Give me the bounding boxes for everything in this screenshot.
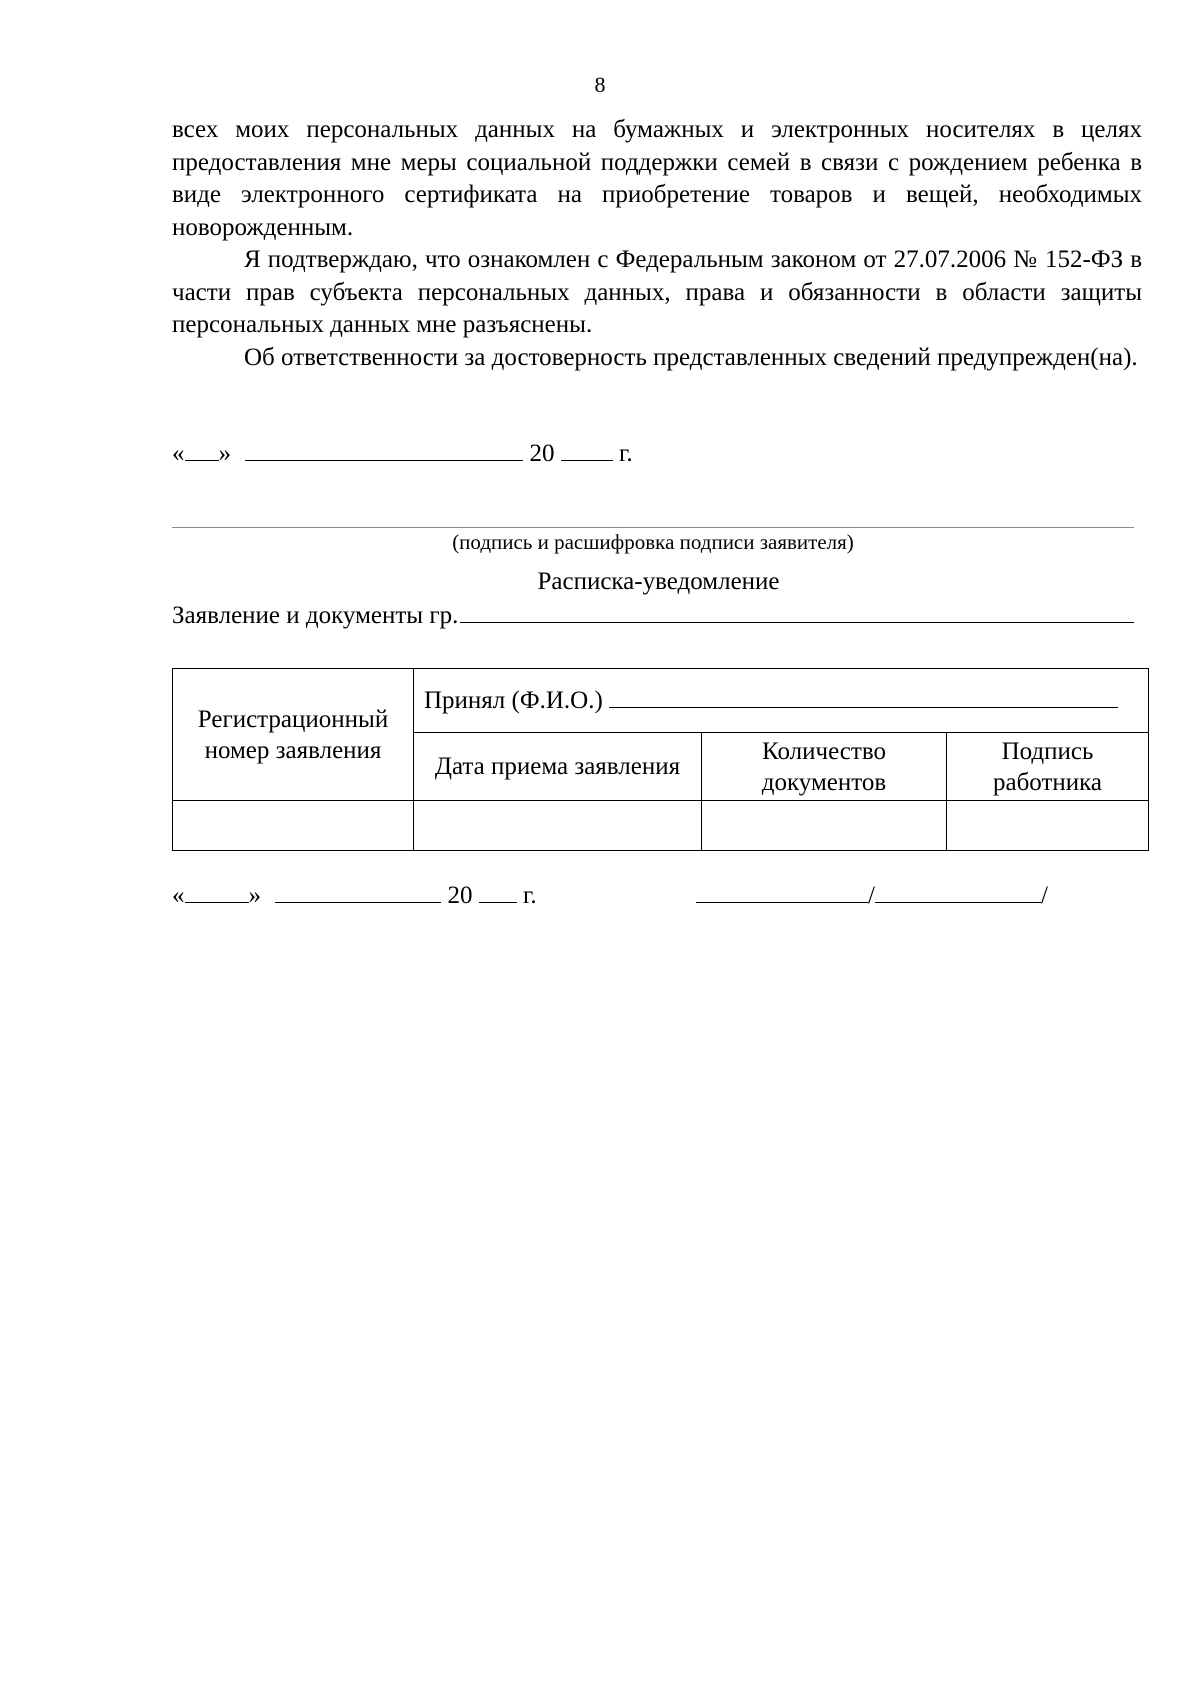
employee-name-blank bbox=[875, 880, 1041, 903]
signature-value bbox=[947, 801, 1149, 851]
open-quote: « bbox=[172, 440, 185, 467]
accepted-by-cell bbox=[414, 669, 1149, 733]
close-quote: » bbox=[248, 882, 261, 909]
accepted-name-blank bbox=[609, 685, 1118, 708]
signature-line bbox=[172, 527, 1134, 528]
receipt-table bbox=[172, 668, 1149, 851]
reg-number-value bbox=[173, 801, 414, 851]
month-blank bbox=[275, 880, 441, 903]
slash-separator: / bbox=[1040, 882, 1048, 909]
year-prefix: 20 bbox=[529, 440, 555, 467]
page-number: 8 bbox=[594, 72, 606, 97]
paragraph-consent: всех моих персональных данных на бумажных и электронных носителях в целях предоставления мне меры социальной поддержки семей в связи с рождением ребенка в виде электронного сертификата на приобретение товаров и вещей, необходимых новорожденным. bbox=[172, 116, 1142, 241]
slash-separator: / bbox=[868, 882, 875, 909]
year-blank bbox=[561, 438, 613, 461]
open-quote: « bbox=[172, 882, 185, 909]
year-suffix: г. bbox=[619, 440, 633, 467]
month-blank bbox=[245, 438, 523, 461]
accepted-label: Принял (Ф.И.О.) bbox=[424, 687, 603, 714]
employee-signature-blank bbox=[696, 880, 868, 903]
applicant-name-blank bbox=[460, 600, 1134, 623]
year-prefix: 20 bbox=[447, 882, 473, 909]
year-suffix: г. bbox=[523, 882, 537, 909]
column-header-signature: Подпись работника bbox=[947, 733, 1149, 801]
paragraph-law-acknowledgement: Я подтверждаю, что ознакомлен с Федеральным законом от 27.07.2006 № 152-ФЗ в части прав субъекта персональных данных, права и обязанности в области защиты персональных данных мне разъяснены. bbox=[172, 246, 1142, 338]
paragraph-responsibility: Об ответственности за достоверность представленных сведений предупрежден(на). bbox=[244, 343, 1138, 371]
date-value bbox=[414, 801, 702, 851]
year-blank bbox=[479, 880, 517, 903]
date-line-receipt bbox=[172, 880, 537, 910]
docs-line bbox=[172, 600, 1134, 630]
day-blank bbox=[185, 880, 249, 903]
day-blank bbox=[185, 438, 219, 461]
docs-label: Заявление и документы гр. bbox=[172, 602, 459, 629]
column-header-count: Количество документов bbox=[702, 733, 947, 801]
body-text bbox=[172, 114, 1142, 374]
count-value bbox=[702, 801, 947, 851]
employee-signature-line bbox=[696, 880, 1048, 910]
reg-number-header: Регистрационный номер заявления bbox=[173, 669, 414, 801]
column-header-date: Дата приема заявления bbox=[414, 733, 702, 801]
signature-caption: (подпись и расшифровка подписи заявителя) bbox=[452, 530, 854, 554]
close-quote: » bbox=[218, 440, 231, 467]
date-line-applicant bbox=[172, 438, 633, 468]
receipt-title: Расписка-уведомление bbox=[537, 568, 780, 595]
